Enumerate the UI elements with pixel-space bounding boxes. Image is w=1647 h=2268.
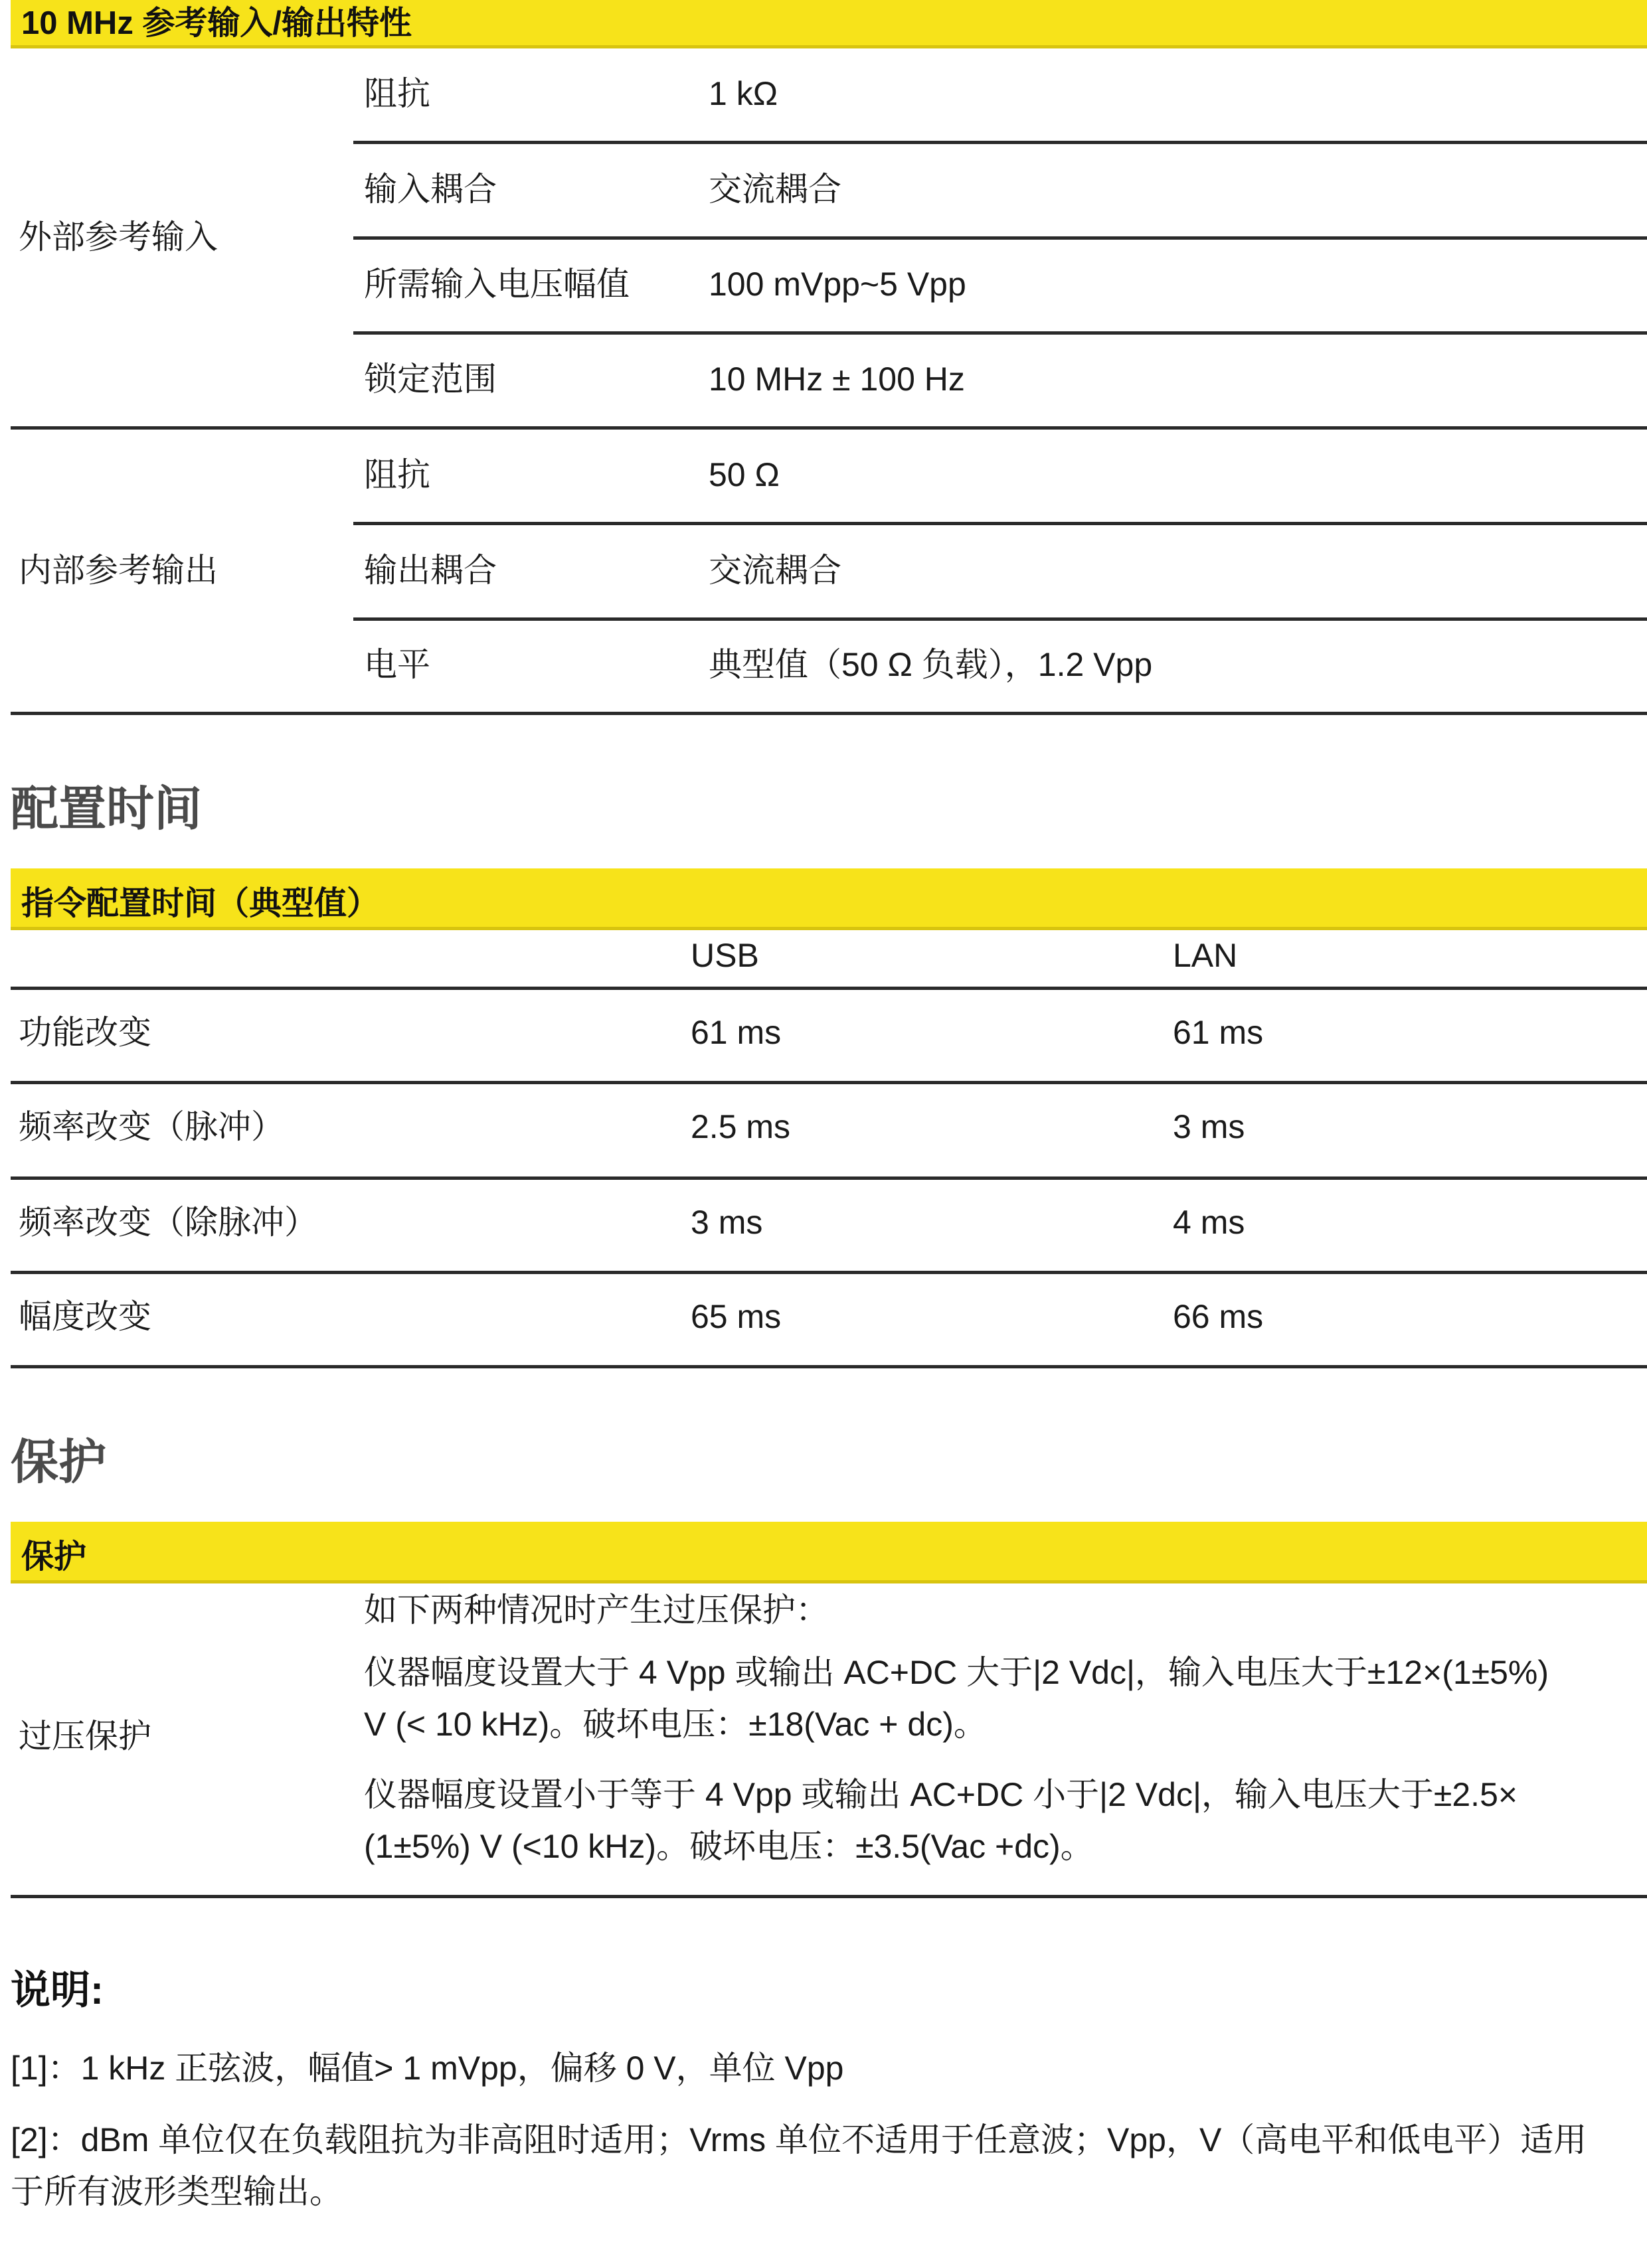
protection-para1-line1: 仪器幅度设置大于 4 Vpp 或输出 AC+DC 大于|2 Vdc|，输入电压大于±12×(1±5%) xyxy=(364,1654,1549,1691)
column-header-lan: LAN xyxy=(1173,937,1238,974)
ref-table-header xyxy=(11,0,1647,48)
section-heading-protection: 保护 xyxy=(11,1436,107,1489)
row-divider xyxy=(353,141,1647,144)
config-lan-value: 66 ms xyxy=(1173,1298,1264,1335)
ref-table-title: 10 MHz 参考输入/输出特性 xyxy=(21,5,412,41)
ref-value: 交流耦合 xyxy=(709,552,841,589)
section-heading-config: 配置时间 xyxy=(11,783,203,836)
column-header-usb: USB xyxy=(691,937,759,974)
protection-row-label: 过压保护 xyxy=(19,1718,151,1755)
config-usb-value: 65 ms xyxy=(691,1298,782,1335)
config-row-label: 功能改变 xyxy=(19,1014,151,1051)
config-row-label: 频率改变（脉冲） xyxy=(19,1108,284,1145)
ref-value: 交流耦合 xyxy=(709,171,841,208)
row-divider xyxy=(353,331,1647,335)
ref-param: 输出耦合 xyxy=(364,552,497,589)
header-divider xyxy=(11,987,1647,990)
config-table-title: 指令配置时间（典型值） xyxy=(21,886,380,922)
ref-group-label-internal: 内部参考输出 xyxy=(19,552,218,589)
note-2-line2: 于所有波形类型输出。 xyxy=(11,2173,343,2210)
protection-para2-line2: (1±5%) V (<10 kHz)。破坏电压：±3.5(Vac +dc)。 xyxy=(364,1828,1094,1865)
row-divider xyxy=(11,1271,1647,1274)
config-lan-value: 4 ms xyxy=(1173,1204,1245,1241)
ref-value: 50 Ω xyxy=(709,456,780,493)
config-lan-value: 3 ms xyxy=(1173,1108,1245,1145)
ref-param: 所需输入电压幅值 xyxy=(364,266,630,303)
note-1: [1]：1 kHz 正弦波，幅值> 1 mVpp，偏移 0 V，单位 Vpp xyxy=(11,2050,844,2087)
row-divider xyxy=(11,1081,1647,1084)
config-usb-value: 61 ms xyxy=(691,1014,782,1051)
ref-param: 阻抗 xyxy=(364,75,430,112)
row-divider xyxy=(11,1176,1647,1180)
row-divider xyxy=(353,522,1647,525)
table-bottom-rule xyxy=(11,1365,1647,1368)
config-row-label: 幅度改变 xyxy=(19,1298,151,1335)
protection-table-header xyxy=(11,1522,1647,1583)
notes-title: 说明: xyxy=(11,1968,104,2012)
table-bottom-rule xyxy=(11,1895,1647,1898)
config-row-label: 频率改变（除脉冲） xyxy=(19,1204,317,1241)
protection-table-title: 保护 xyxy=(21,1539,87,1575)
ref-value: 典型值（50 Ω 负载），1.2 Vpp xyxy=(709,646,1153,683)
table-bottom-rule xyxy=(11,712,1647,715)
ref-value: 1 kΩ xyxy=(709,75,778,112)
ref-param: 电平 xyxy=(364,646,430,683)
protection-intro: 如下两种情况时产生过压保护： xyxy=(364,1591,829,1629)
config-lan-value: 61 ms xyxy=(1173,1014,1264,1051)
ref-group-label-external: 外部参考输入 xyxy=(19,218,218,256)
ref-value: 10 MHz ± 100 Hz xyxy=(709,361,965,398)
config-table-header xyxy=(11,868,1647,930)
row-divider xyxy=(353,617,1647,621)
ref-param: 锁定范围 xyxy=(364,361,497,398)
ref-value: 100 mVpp~5 Vpp xyxy=(709,266,966,303)
row-divider xyxy=(353,236,1647,240)
ref-param: 阻抗 xyxy=(364,456,430,493)
config-usb-value: 3 ms xyxy=(691,1204,763,1241)
protection-para2-line1: 仪器幅度设置小于等于 4 Vpp 或输出 AC+DC 小于|2 Vdc|，输入电压大于±2.5× xyxy=(364,1776,1518,1813)
group-divider xyxy=(11,426,1647,430)
note-2-line1: [2]：dBm 单位仅在负载阻抗为非高阻时适用；Vrms 单位不适用于任意波；Vpp，V（高电平和低电平）适用 xyxy=(11,2121,1587,2158)
ref-param: 输入耦合 xyxy=(364,171,497,208)
config-usb-value: 2.5 ms xyxy=(691,1108,791,1145)
protection-para1-line2: V (< 10 kHz)。破坏电压：±18(Vac + dc)。 xyxy=(364,1706,987,1743)
